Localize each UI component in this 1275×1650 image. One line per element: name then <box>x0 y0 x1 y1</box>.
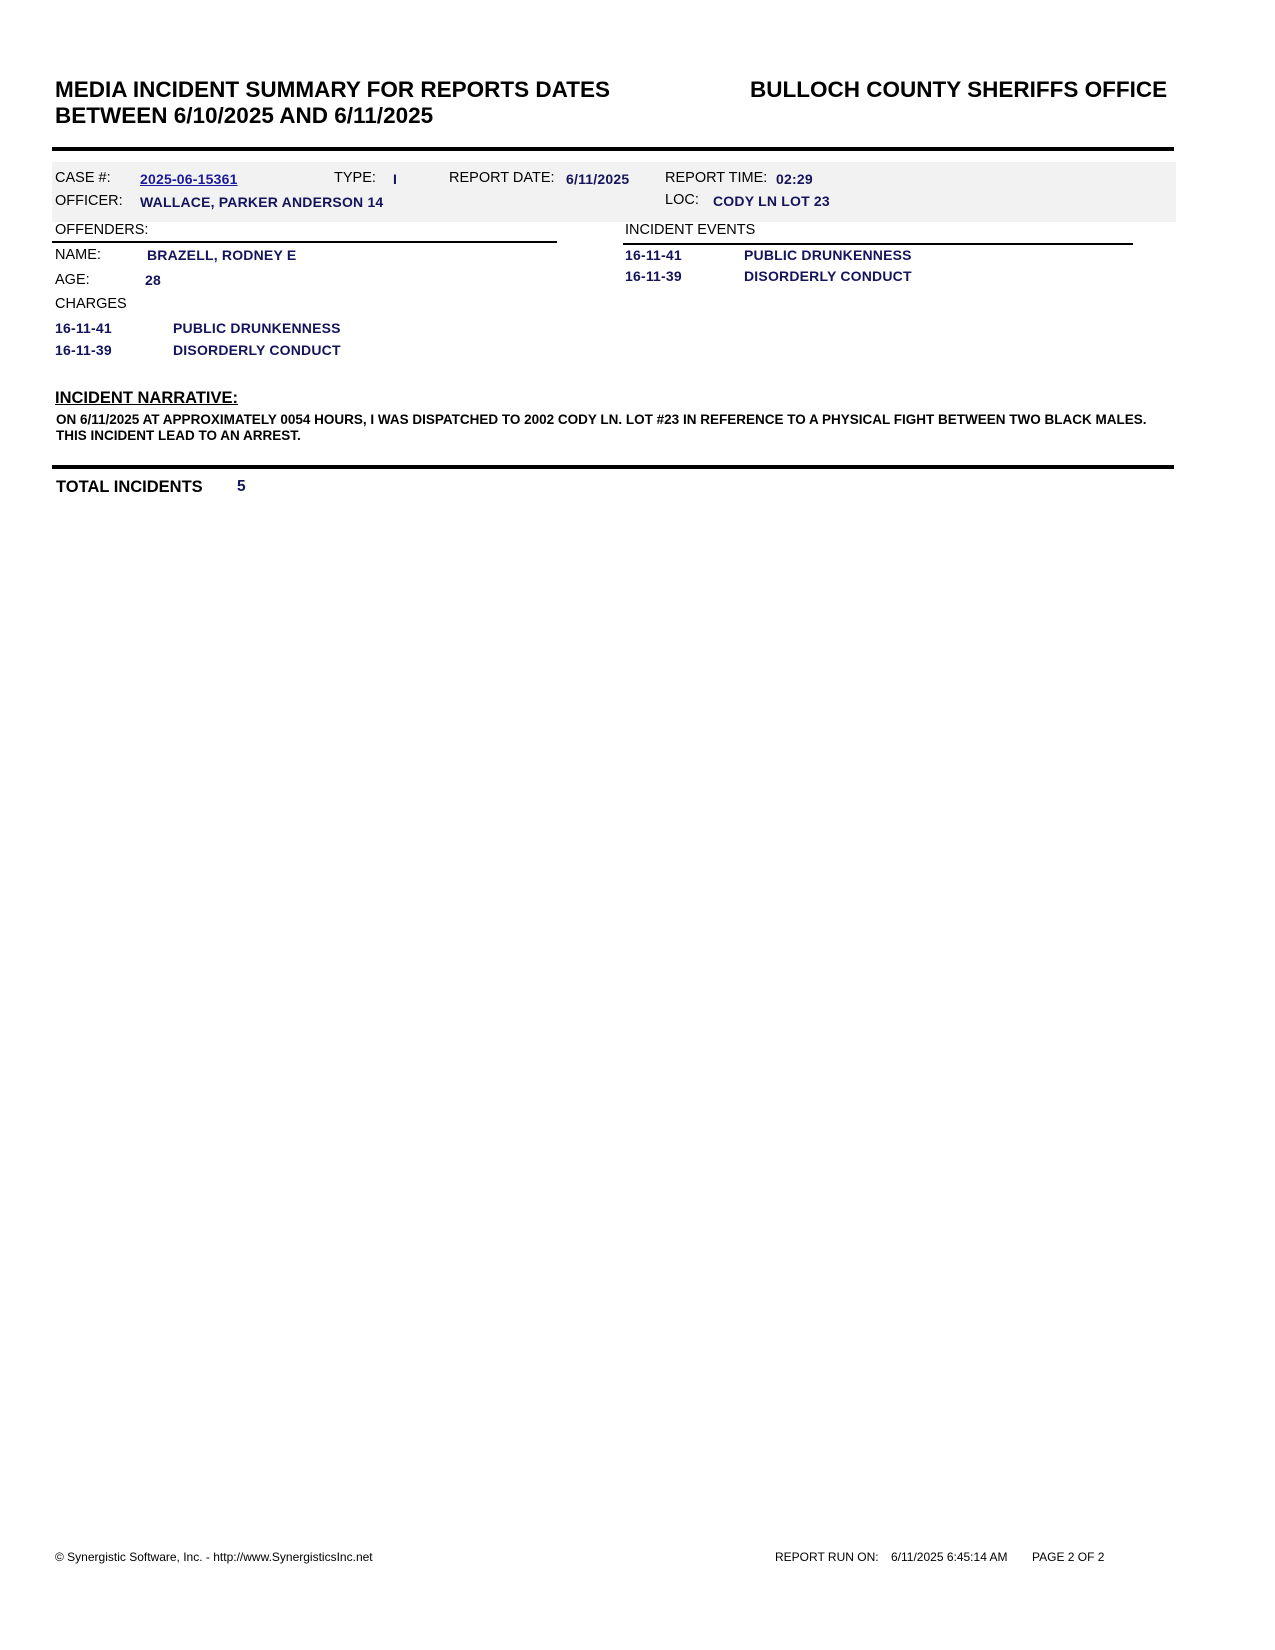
offender-age-label: AGE: <box>55 272 90 288</box>
report-time-label: REPORT TIME: <box>665 170 768 186</box>
report-title-line2: BETWEEN 6/10/2025 AND 6/11/2025 <box>55 103 434 128</box>
charges-label: CHARGES <box>55 296 127 312</box>
offender-age-value: 28 <box>145 272 161 288</box>
incident-narrative-label: INCIDENT NARRATIVE: <box>55 389 239 407</box>
type-label: TYPE: <box>334 170 376 186</box>
officer-label: OFFICER: <box>55 193 123 209</box>
case-number-label: CASE #: <box>55 170 111 186</box>
charge-code: 16-11-39 <box>55 342 112 358</box>
footer-page-number: PAGE 2 OF 2 <box>1032 1550 1105 1564</box>
offenders-section-label: OFFENDERS: <box>55 222 149 238</box>
incident-events-divider <box>623 243 1133 245</box>
event-description: DISORDERLY CONDUCT <box>744 268 912 284</box>
header-divider <box>52 147 1174 151</box>
report-date-value: 6/11/2025 <box>566 171 630 187</box>
incident-narrative-text: ON 6/11/2025 AT APPROXIMATELY 0054 HOURS, I WAS DISPATCHED TO 2002 CODY LN. LOT #23 IN REFERENCE TO A PHYSICAL FIGHT BETWEEN TWO BLACK MALES. THIS INCIDENT LEAD TO AN ARREST. <box>56 412 1147 443</box>
narrative-divider <box>52 465 1174 469</box>
footer-run-on-value: 6/11/2025 6:45:14 AM <box>891 1550 1008 1564</box>
total-incidents-value: 5 <box>237 478 246 495</box>
report-date-label: REPORT DATE: <box>449 170 555 186</box>
offender-name-value: BRAZELL, RODNEY E <box>147 247 297 263</box>
charge-description: DISORDERLY CONDUCT <box>173 342 341 358</box>
offenders-divider <box>52 241 557 243</box>
total-incidents-label: TOTAL INCIDENTS <box>56 478 203 496</box>
footer-run-on-label: REPORT RUN ON: <box>775 1550 879 1564</box>
case-number-link[interactable]: 2025-06-15361 <box>140 171 238 187</box>
charge-description: PUBLIC DRUNKENNESS <box>173 320 341 336</box>
event-code: 16-11-39 <box>625 268 682 284</box>
agency-name: BULLOCH COUNTY SHERIFFS OFFICE <box>750 77 1168 102</box>
charge-code: 16-11-41 <box>55 320 112 336</box>
incident-events-section-label: INCIDENT EVENTS <box>625 222 756 238</box>
report-title-line1: MEDIA INCIDENT SUMMARY FOR REPORTS DATES <box>55 77 611 102</box>
offender-name-label: NAME: <box>55 247 101 263</box>
type-value: I <box>393 171 398 187</box>
location-value: CODY LN LOT 23 <box>713 193 830 209</box>
location-label: LOC: <box>665 192 699 208</box>
event-code: 16-11-41 <box>625 247 682 263</box>
report-time-value: 02:29 <box>776 171 813 187</box>
event-description: PUBLIC DRUNKENNESS <box>744 247 912 263</box>
officer-value: WALLACE, PARKER ANDERSON 14 <box>140 194 384 210</box>
footer-copyright: © Synergistic Software, Inc. - http://www.SynergisticsInc.net <box>55 1550 373 1564</box>
